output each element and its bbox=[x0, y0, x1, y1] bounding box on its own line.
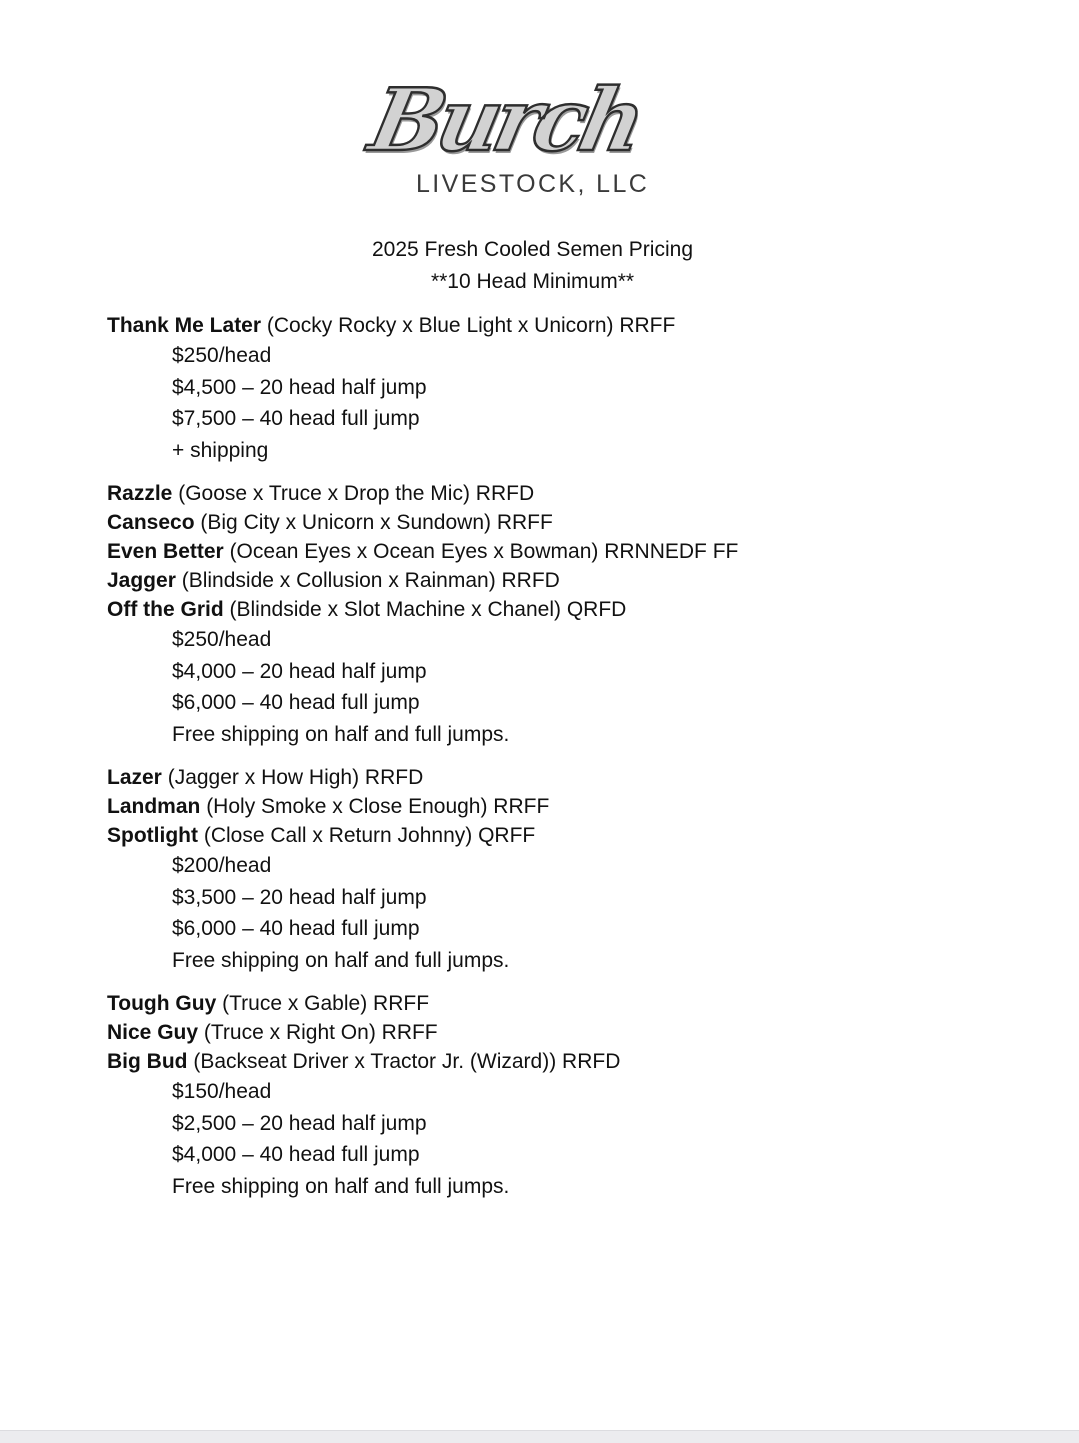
horse-pedigree: (Close Call x Return Johnny) QRFF bbox=[203, 824, 536, 847]
horse-line bbox=[107, 763, 1047, 792]
price-full-jump: $6,000 – 40 head full jump bbox=[172, 691, 420, 714]
horse-pedigree: (Truce x Gable) RRFF bbox=[222, 992, 430, 1015]
horse-line bbox=[107, 479, 1047, 508]
viewer-bottom-edge bbox=[0, 1430, 1079, 1443]
document-header bbox=[0, 234, 1065, 298]
horse-line bbox=[107, 821, 1047, 850]
price-per-head: $150/head bbox=[172, 1080, 272, 1103]
shipping-note: + shipping bbox=[172, 438, 269, 462]
horse-pedigree: (Jagger x How High) RRFD bbox=[167, 766, 424, 789]
horse-name: Nice Guy bbox=[107, 1021, 199, 1044]
horse-name: Tough Guy bbox=[107, 992, 217, 1015]
pricing-list bbox=[107, 311, 1047, 1215]
horse-line bbox=[107, 311, 1047, 340]
horse-pedigree: (Big City x Unicorn x Sundown) RRFF bbox=[200, 511, 553, 534]
horse-name: Big Bud bbox=[107, 1050, 188, 1073]
price-half-jump: $4,000 – 20 head half jump bbox=[172, 659, 427, 683]
pricing-group bbox=[107, 311, 1047, 466]
horse-pedigree: (Goose x Truce x Drop the Mic) RRFD bbox=[178, 482, 535, 505]
horse-name: Canseco bbox=[107, 511, 195, 534]
pricing-group bbox=[107, 763, 1047, 976]
horse-line bbox=[107, 537, 1047, 566]
horse-line bbox=[107, 989, 1047, 1018]
pricing-group bbox=[107, 479, 1047, 750]
price-full-jump: $6,000 – 40 head full jump bbox=[172, 917, 420, 940]
shipping-note: Free shipping on half and full jumps. bbox=[172, 1174, 510, 1198]
horse-name: Landman bbox=[107, 795, 201, 818]
horse-line bbox=[107, 566, 1047, 595]
horse-pedigree: (Blindside x Slot Machine x Chanel) QRFD bbox=[229, 598, 627, 621]
price-half-jump: $2,500 – 20 head half jump bbox=[172, 1111, 427, 1135]
price-per-head: $250/head bbox=[172, 628, 272, 651]
horse-line bbox=[107, 508, 1047, 537]
horse-name: Spotlight bbox=[107, 824, 198, 847]
logo-script-text: Burch bbox=[361, 70, 649, 171]
horse-name: Jagger bbox=[107, 569, 176, 592]
horse-pedigree: (Cocky Rocky x Blue Light x Unicorn) RRFF bbox=[266, 314, 676, 337]
horse-pedigree: (Holy Smoke x Close Enough) RRFF bbox=[206, 795, 550, 818]
horse-line bbox=[107, 1047, 1047, 1076]
price-per-head: $250/head bbox=[172, 344, 272, 367]
price-per-head: $200/head bbox=[172, 854, 272, 877]
pricing-group bbox=[107, 989, 1047, 1202]
price-half-jump: $4,500 – 20 head half jump bbox=[172, 375, 427, 399]
shipping-note: Free shipping on half and full jumps. bbox=[172, 948, 510, 972]
horse-pedigree: (Ocean Eyes x Ocean Eyes x Bowman) RRNNEDF FF bbox=[229, 540, 739, 563]
price-half-jump: $3,500 – 20 head half jump bbox=[172, 885, 427, 909]
horse-name: Even Better bbox=[107, 540, 224, 563]
horse-name: Razzle bbox=[107, 482, 173, 505]
horse-name: Thank Me Later bbox=[107, 314, 262, 337]
horse-pedigree: (Blindside x Collusion x Rainman) RRFD bbox=[181, 569, 560, 592]
price-full-jump: $7,500 – 40 head full jump bbox=[172, 407, 420, 430]
minimum-note: **10 Head Minimum** bbox=[430, 270, 635, 293]
horse-line bbox=[107, 1018, 1047, 1047]
horse-pedigree: (Backseat Driver x Tractor Jr. (Wizard)) RRFD bbox=[193, 1050, 621, 1073]
horse-line bbox=[107, 595, 1047, 624]
logo-subtitle: LIVESTOCK, LLC bbox=[416, 170, 650, 198]
horse-line bbox=[107, 792, 1047, 821]
document-title: 2025 Fresh Cooled Semen Pricing bbox=[371, 238, 693, 261]
horse-name: Lazer bbox=[107, 766, 162, 789]
horse-pedigree: (Truce x Right On) RRFF bbox=[203, 1021, 438, 1044]
price-full-jump: $4,000 – 40 head full jump bbox=[172, 1143, 420, 1166]
shipping-note: Free shipping on half and full jumps. bbox=[172, 722, 510, 746]
company-logo bbox=[360, 70, 700, 204]
horse-name: Off the Grid bbox=[107, 598, 224, 621]
